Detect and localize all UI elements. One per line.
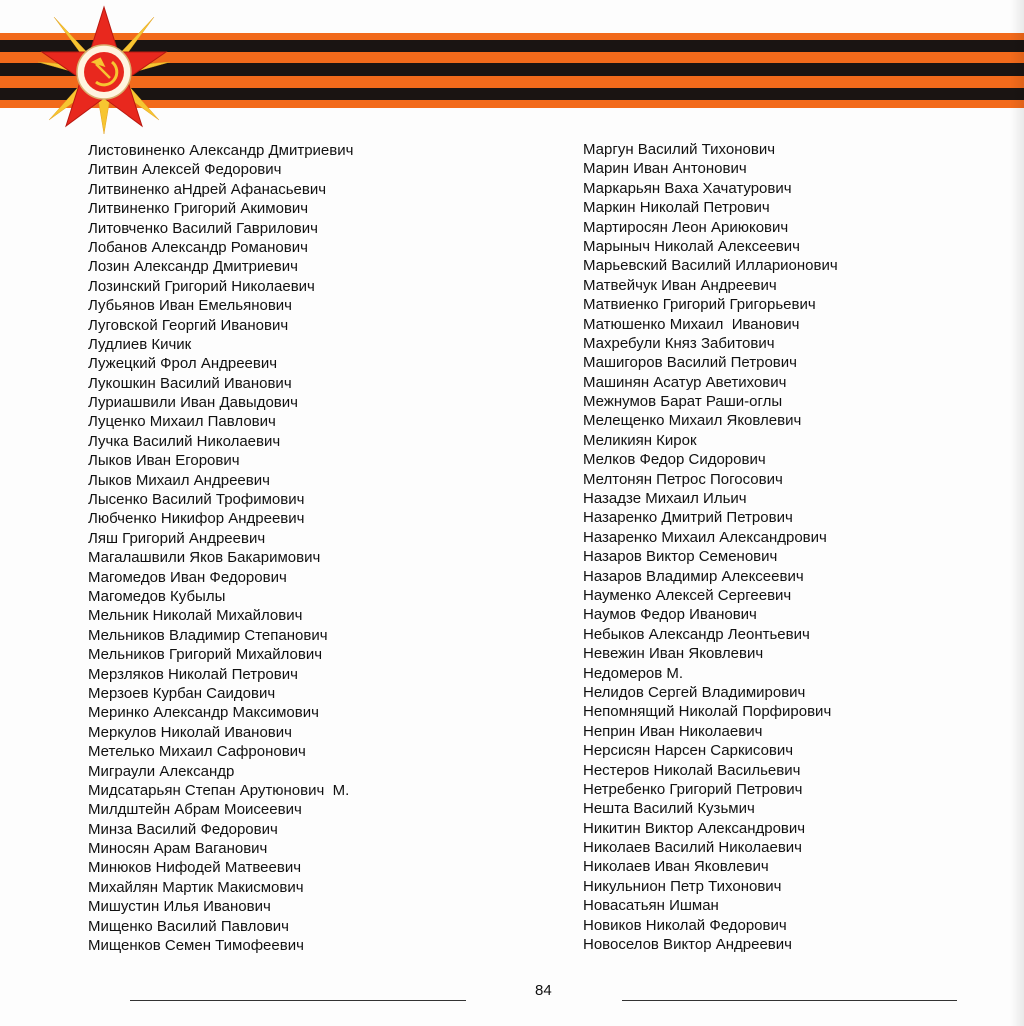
name-list-item: Лобанов Александр Романович [88,238,308,256]
names-column-left [88,141,353,955]
name-list-item: Меликиян Кирок [583,431,697,449]
name-list-item: Метелько Михаил Сафронович [88,743,306,761]
name-list-item: Межнумов Барат Раши-оглы [583,393,783,411]
name-list-item: Новоселов Виктор Андреевич [583,936,792,954]
name-list-item: Неприн Иван Николаевич [583,722,763,740]
name-list-item: Лучка Василий Николаевич [88,432,281,450]
name-list-item: Лысенко Василий Трофимович [88,491,305,509]
name-list-item: Мелтонян Петрос Погосович [583,470,783,488]
name-list-item: Маркарьян Ваха Хачатурович [583,179,792,197]
name-list-item: Нешта Василий Кузьмич [583,800,755,818]
name-list-item: Лыков Михаил Андреевич [88,471,270,489]
name-list-item: Литвин Алексей Федорович [88,161,282,179]
name-list-item: Минза Василий Федорович [88,820,278,838]
name-list-item: Лозин Александр Дмитриевич [88,258,298,276]
name-list-item: Лыков Иван Егорович [88,452,240,470]
name-list-item: Назаренко Дмитрий Петрович [583,509,793,527]
name-list-item: Лубьянов Иван Емельянович [88,297,292,315]
name-list-item: Мелещенко Михаил Яковлевич [583,412,802,430]
name-list-item: Маргун Василий Тихонович [583,141,776,158]
name-list-item: Николаев Иван Яковлевич [583,858,769,876]
name-list-item: Небыков Александр Леонтьевич [583,625,810,643]
name-list-item: Луриашвили Иван Давыдович [88,394,298,412]
name-list-item: Наумов Федор Иванович [583,606,757,624]
names-column-right [583,140,838,954]
name-list-item: Марин Иван Антонович [583,160,747,178]
name-list-item: Мельников Григорий Михайлович [88,646,323,664]
name-list-item: Листовиненко Александр Дмитриевич [88,142,354,159]
name-list-item: Мелков Федор Сидорович [583,451,766,469]
name-list-item: Литвиненко аНдрей Афанасьевич [88,180,327,198]
name-list-item: Луценко Михаил Павлович [88,413,276,431]
name-list-item: Лозинский Григорий Николаевич [88,277,315,295]
name-list-item: Махребули Княз Забитович [583,334,775,352]
name-list-item: Назадзе Михаил Ильич [583,490,747,508]
name-list-item: Нестеров Николай Васильевич [583,761,801,779]
name-list-item: Маркин Николай Петрович [583,199,770,217]
name-list-item: Миносян Арам Ваганович [88,840,268,858]
name-list-item: Мишустин Илья Иванович [88,898,271,916]
name-list-item: Мидсатарьян Степан Арутюнович М. [88,781,350,799]
footer-rule-right [622,1000,957,1001]
name-list-item: Лукошкин Василий Иванович [88,374,292,392]
name-list-item: Назаренко Михаил Александрович [583,528,827,546]
name-list-item: Назаров Виктор Семенович [583,548,778,566]
name-list-item: Магалашвили Яков Бакаримович [88,549,321,567]
name-list-item: Магомедов Иван Федорович [88,568,287,586]
name-list-item: Назаров Владимир Алексеевич [583,567,804,585]
name-list-item: Литовченко Василий Гаврилович [88,219,318,237]
name-list-item: Минюков Нифодей Матвеевич [88,859,302,877]
name-list-item: Нерсисян Нарсен Саркисович [583,742,794,760]
name-list-item: Меркулов Николай Иванович [88,723,292,741]
page-edge-shadow [1010,0,1024,1026]
footer-rule-left [130,1000,466,1001]
name-list-item: Марьевский Василий Илларионович [583,257,838,275]
name-list-item: Миграули Александр [88,762,235,780]
order-of-patriotic-war-emblem [34,2,174,137]
name-list-item: Матвейчук Иван Андреевич [583,276,777,294]
name-list-item: Непомнящий Николай Порфирович [583,703,832,721]
name-list-item: Любченко Никифор Андреевич [88,510,305,528]
name-list-item: Никульнион Петр Тихонович [583,877,782,895]
name-list-item: Науменко Алексей Сергеевич [583,586,792,604]
name-list-item: Матвиенко Григорий Григорьевич [583,296,816,314]
name-list-item: Лужецкий Фрол Андреевич [88,355,278,373]
name-list-item: Машигоров Василий Петрович [583,354,797,372]
name-list-item: Никитин Виктор Александрович [583,819,806,837]
name-list-item: Машинян Асатур Аветихович [583,373,787,391]
name-list-item: Мартиросян Леон Ариюкович [583,218,789,236]
name-list-item: Мищенков Семен Тимофеевич [88,937,304,955]
name-list-item: Мерзоев Курбан Саидович [88,684,276,702]
name-list-item: Мерзляков Николай Петрович [88,665,298,683]
name-list-item: Матюшенко Михаил Иванович [583,315,800,333]
name-list-item: Литвиненко Григорий Акимович [88,200,309,218]
name-list-item: Ляш Григорий Андреевич [88,529,266,547]
name-list-item: Михайлян Мартик Макисмович [88,878,304,896]
name-list-item: Николаев Василий Николаевич [583,839,802,857]
name-list-item: Нетребенко Григорий Петрович [583,780,803,798]
name-list-item: Новиков Николай Федорович [583,916,787,934]
name-list-item: Мельник Николай Михайлович [88,607,303,625]
name-list-item: Милдштейн Абрам Моисеевич [88,801,302,819]
page-number: 84 [535,982,552,999]
name-list-item: Мищенко Василий Павлович [88,917,289,935]
name-list-item: Луговской Георгий Иванович [88,316,289,334]
name-list-item: Невежин Иван Яковлевич [583,645,764,663]
name-list-item: Лудлиев Кичик [88,335,192,353]
name-list-item: Мельников Владимир Степанович [88,626,328,644]
name-list-item: Недомеров М. [583,664,684,682]
name-list-item: Марыныч Николай Алексеевич [583,237,800,255]
name-list-item: Меринко Александр Максимович [88,704,319,722]
name-list-item: Магомедов Кубылы [88,587,226,605]
name-list-item: Новасатьян Ишман [583,897,719,915]
name-list-item: Нелидов Сергей Владимирович [583,683,806,701]
